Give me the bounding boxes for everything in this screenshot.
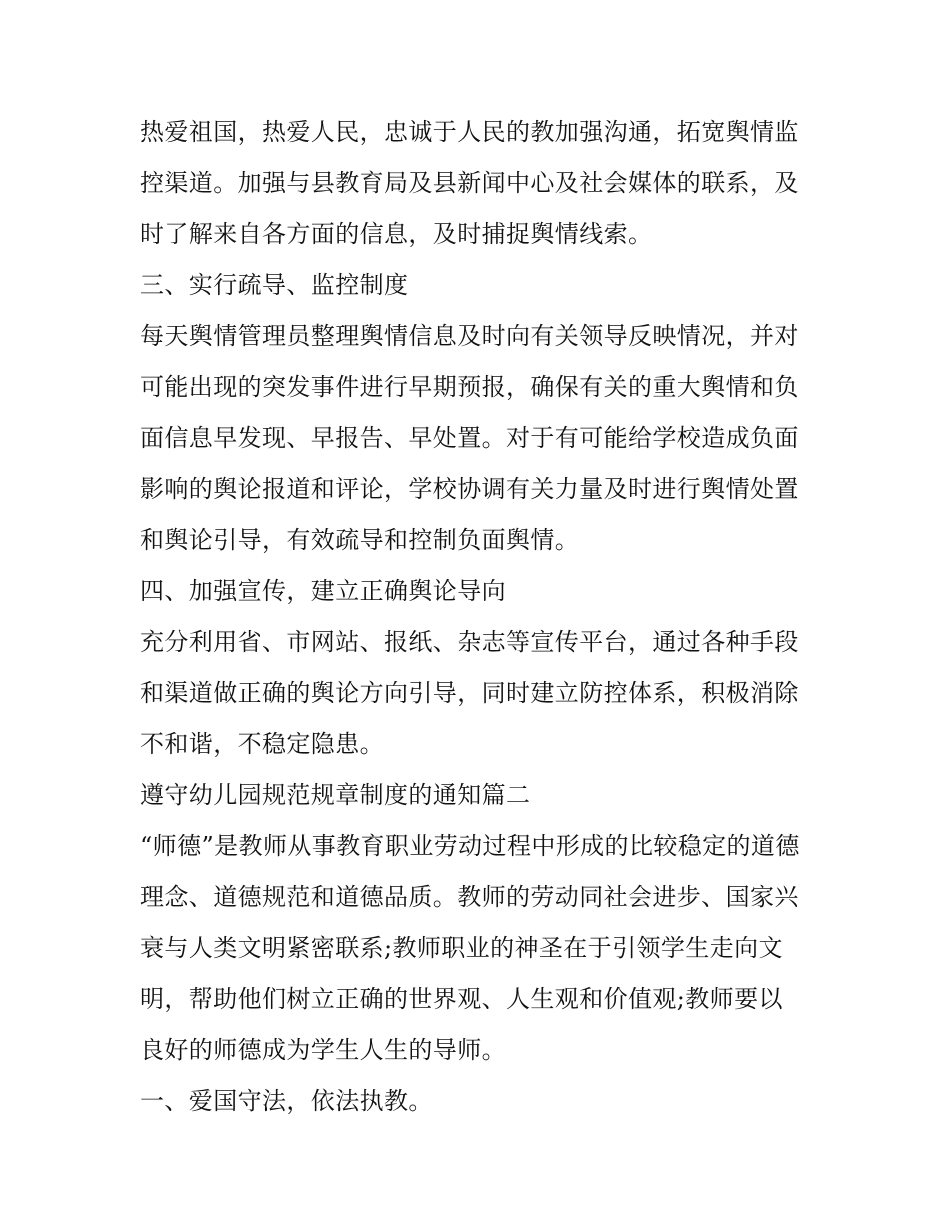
section-heading: 一、爱国守法，依法执教。 [140, 1087, 433, 1115]
paragraph-line: 和舆论引导，有效疏导和控制负面舆情。 [140, 526, 580, 554]
paragraph-line: 可能出现的突发事件进行早期预报，确保有关的重大舆情和负 [140, 373, 799, 401]
section-heading: 四、加强宣传，建立正确舆论导向 [140, 577, 506, 605]
paragraph-line: 和渠道做正确的舆论方向引导，同时建立防控体系，积极消除 [140, 679, 799, 707]
paragraph-line: 控渠道。加强与县教育局及县新闻中心及社会媒体的联系，及 [140, 169, 799, 197]
article-title: 遵守幼儿园规范规章制度的通知篇二 [140, 781, 531, 809]
paragraph-line: 理念、道德规范和道德品质。教师的劳动同社会进步、国家兴 [140, 883, 799, 911]
paragraph-line: 不和谐，不稳定隐患。 [140, 730, 384, 758]
paragraph-line: 面信息早发现、早报告、早处置。对于有可能给学校造成负面 [140, 424, 799, 452]
paragraph-line: 每天舆情管理员整理舆情信息及时向有关领导反映情况，并对 [140, 322, 799, 350]
document-body [140, 107, 820, 1127]
paragraph-line: 热爱祖国，热爱人民，忠诚于人民的教加强沟通，拓宽舆情监 [140, 118, 799, 146]
section-heading: 三、实行疏导、监控制度 [140, 271, 409, 299]
paragraph-line: 影响的舆论报道和评论，学校协调有关力量及时进行舆情处置 [140, 475, 799, 503]
paragraph-line: 时了解来自各方面的信息，及时捕捉舆情线索。 [140, 220, 653, 248]
paragraph-line: 明，帮助他们树立正确的世界观、人生观和价值观;教师要以 [140, 985, 783, 1013]
paragraph-line: 衰与人类文明紧密联系;教师职业的神圣在于引领学生走向文 [140, 934, 783, 962]
paragraph-line: 充分利用省、市网站、报纸、杂志等宣传平台，通过各种手段 [140, 628, 799, 656]
paragraph-line: “师德”是教师从事教育职业劳动过程中形成的比较稳定的道德 [140, 832, 800, 860]
paragraph-line: 良好的师德成为学生人生的导师。 [140, 1036, 506, 1064]
